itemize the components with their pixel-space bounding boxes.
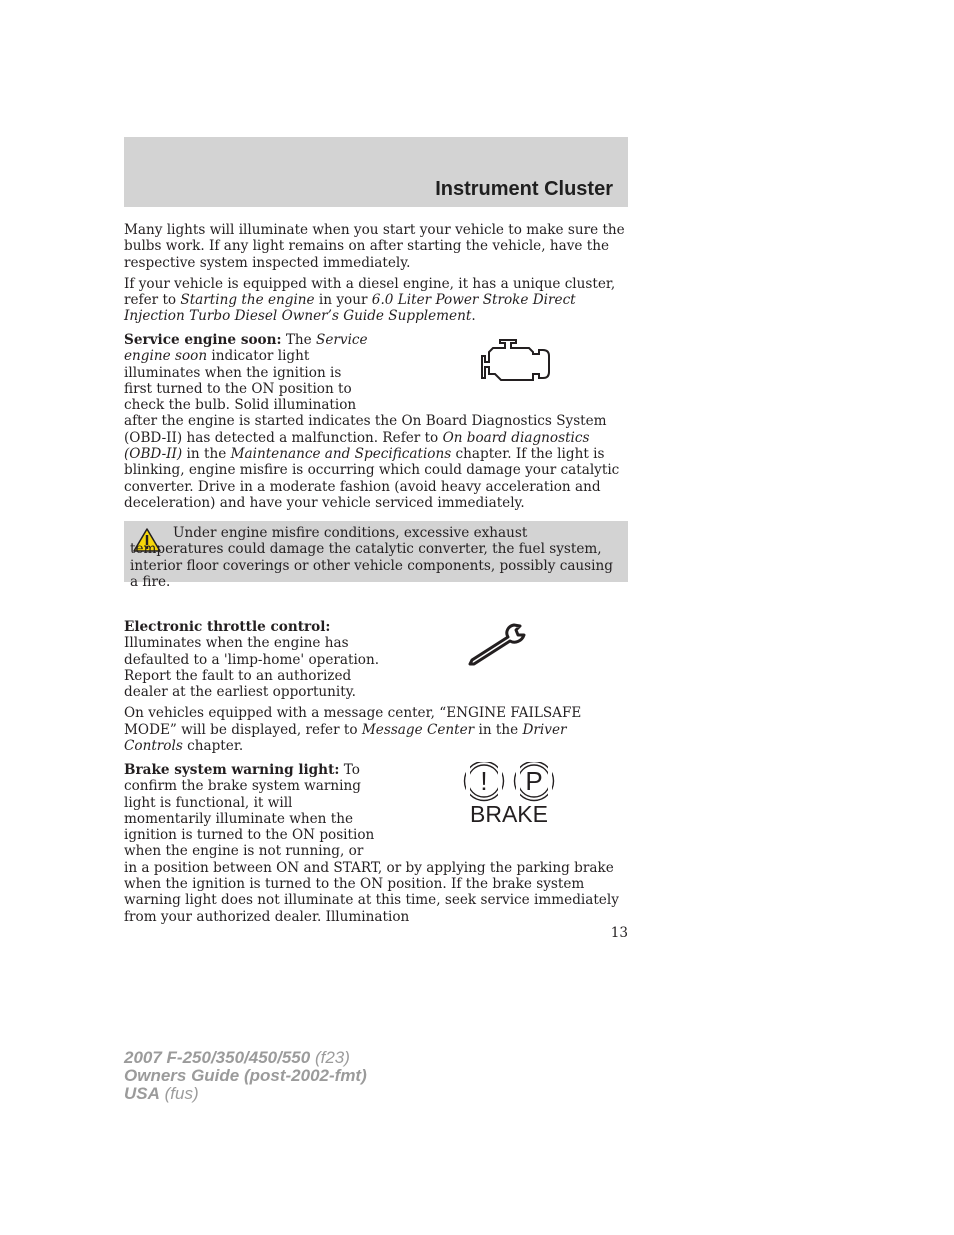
brake-warning-icon (462, 762, 558, 830)
brake-icon-p: P (525, 766, 543, 796)
brake-icon-exclamation: ! (480, 766, 488, 796)
wrench-icon (466, 622, 530, 672)
service-engine-paragraph: Service engine soon: The Service engine soon indicator light illuminates when the ignition is first turned to the ON position to check the bulb. Solid illumination after the engine is started indicates the On Board Diagnostics System (OBD-II) has detected a malfunction. Refer to On board diagnostics (OBD-II) in the Maintenance and Specifications chapter. If the light is blinking, engine misfire is occurring which could damage your catalytic converter. Drive in a moderate fashion (avoid heavy acceleration and deceleration) and have your vehicle serviced immediately. (124, 332, 620, 511)
throttle-paragraph: Electronic throttle control: Illuminates when the engine has defaulted to a 'limp-home' operation. Report the fault to an authorized dealer at the earliest opportunity. (124, 619, 380, 701)
brake-paragraph: Brake system warning light: To confirm the brake system warning light is functional, it will momentarily illuminate when the ignition is turned to the ON position when the engine is not running, or in a position between ON and START, or by applying the parking brake when the ignition is turned to the ON position. If the brake system warning light does not illuminate at this time, seek service immediately from your authorized dealer. Illumination (124, 762, 619, 925)
section-header (124, 137, 628, 207)
page-number: 13 (610, 925, 628, 941)
brake-icon-word: BRAKE (470, 801, 548, 826)
footer-line-3: USA (fus) (124, 1084, 199, 1103)
footer-line-2: Owners Guide (post-2002-fmt) (124, 1066, 367, 1085)
intro-paragraph-1: Many lights will illuminate when you start your vehicle to make sure the bulbs work. If any light remains on after starting the vehicle, have the respective system inspected immediately. (124, 222, 625, 271)
warning-box (124, 521, 628, 590)
warning-text: Under engine misfire conditions, excessive exhaust temperatures could damage the catalytic converter, the fuel system, interior floor coverings or other vehicle components, possibly causing a fire. (130, 525, 613, 590)
footer-line-1: 2007 F-250/350/450/550 (f23) (124, 1048, 350, 1067)
intro-text (124, 222, 628, 325)
check-engine-icon (479, 336, 553, 388)
section-title: Instrument Cluster (435, 178, 613, 200)
throttle-paragraph-2: On vehicles equipped with a message center, “ENGINE FAILSAFE MODE” will be displayed, refer to Message Center in the Driver Controls chapter. (124, 705, 582, 755)
intro-paragraph-2: If your vehicle is equipped with a diesel engine, it has a unique cluster, refer to Starting the engine in your 6.0 Liter Power Stroke Direct Injection Turbo Diesel Owner’s Guide Supplement. (124, 275, 616, 325)
document-footer (124, 1049, 367, 1103)
throttle-section (124, 619, 628, 754)
